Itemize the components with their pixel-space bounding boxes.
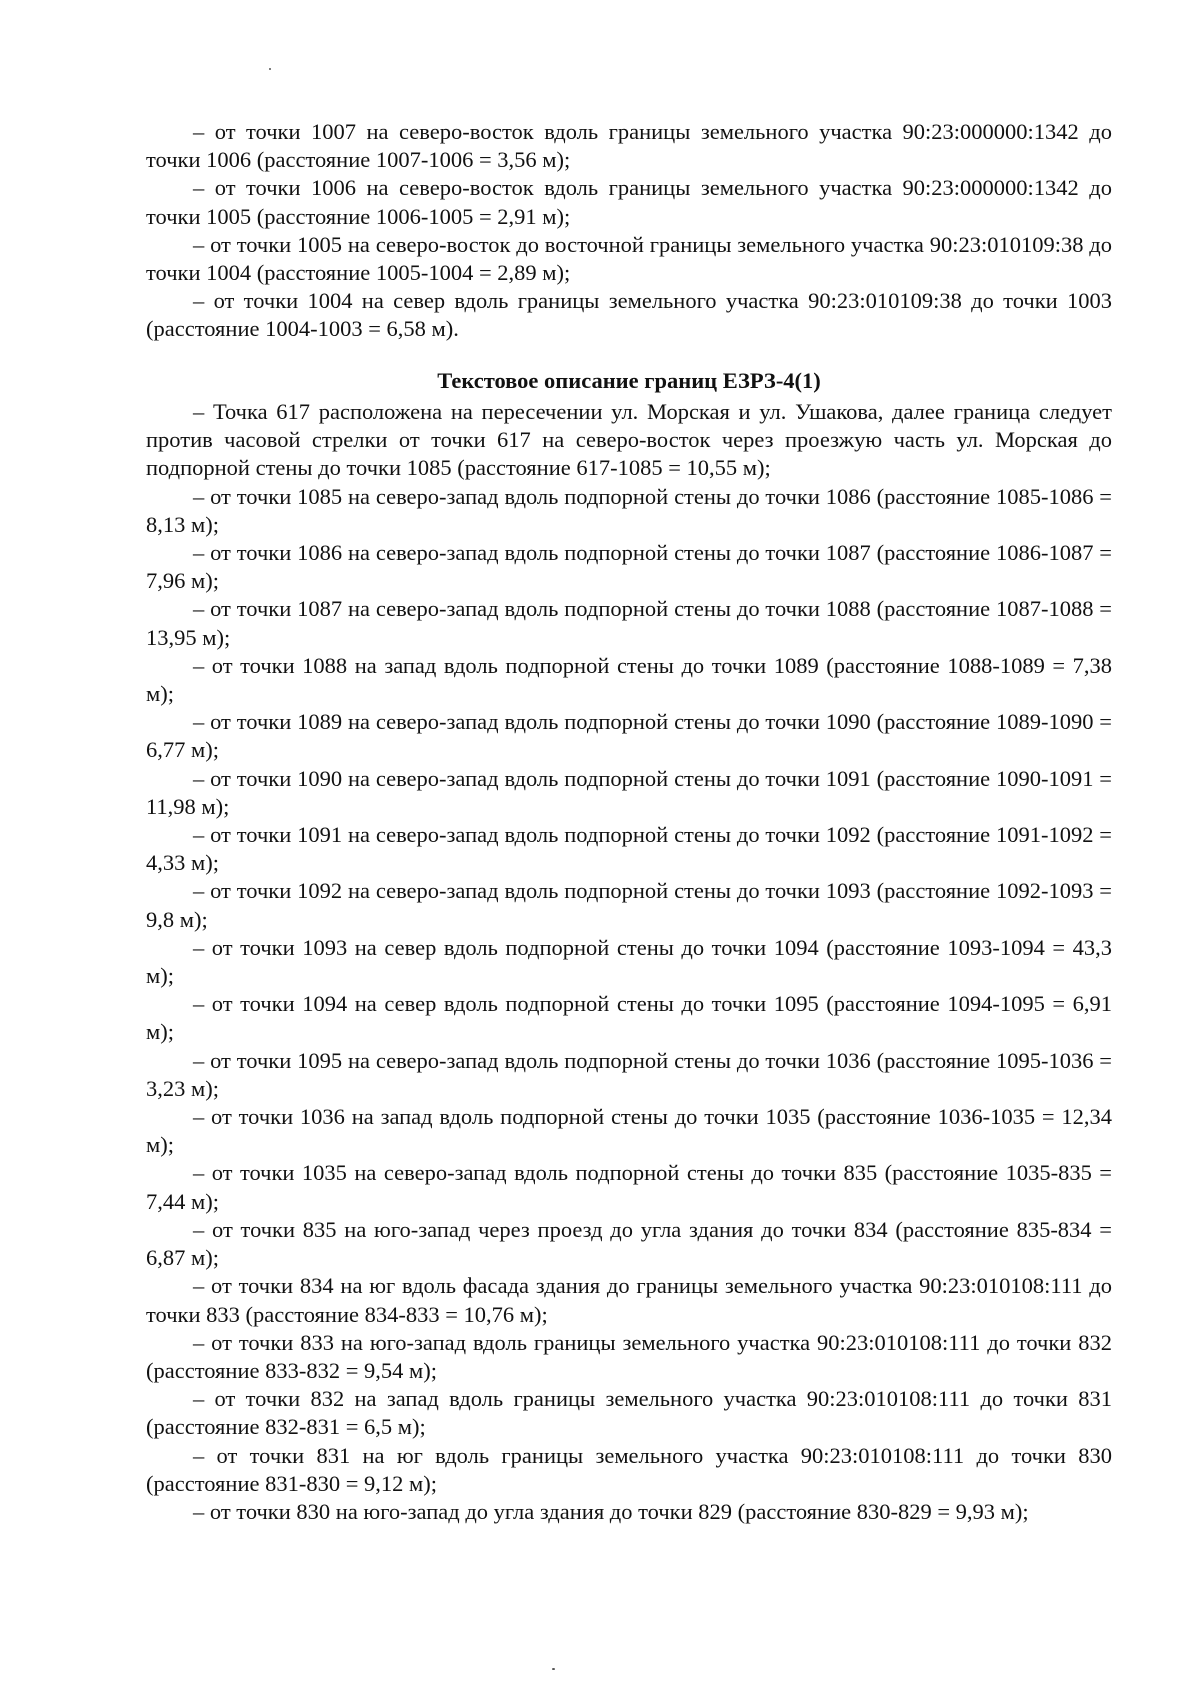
boundary-segment: – от точки 1004 на север вдоль границы земельного участка 90:23:010109:38 до точки 1003 (расстояние 1004-1003 = 6,58 м).	[146, 288, 1112, 342]
boundary-segment: – от точки 1086 на северо-запад вдоль подпорной стены до точки 1087 (расстояние 1086-1087 = 7,96 м);	[146, 540, 1112, 594]
boundary-segment: – от точки 1006 на северо-восток вдоль границы земельного участка 90:23:000000:1342 до точки 1005 (расстояние 1006-1005 = 2,91 м);	[146, 175, 1112, 229]
boundary-description-ezrz	[146, 398, 1112, 1526]
boundary-segment: – от точки 1092 на северо-запад вдоль подпорной стены до точки 1093 (расстояние 1092-1093 = 9,8 м);	[146, 878, 1112, 932]
boundary-segment: – от точки 831 на юг вдоль границы земельного участка 90:23:010108:111 до точки 830 (расстояние 831-830 = 9,12 м);	[146, 1442, 1112, 1496]
scan-speck	[552, 1668, 555, 1670]
boundary-segment: – от точки 1093 на север вдоль подпорной стены до точки 1094 (расстояние 1093-1094 = 43,3 м);	[146, 934, 1112, 989]
boundary-segment: – от точки 1087 на северо-запад вдоль подпорной стены до точки 1088 (расстояние 1087-1088 = 13,95 м);	[146, 596, 1112, 650]
boundary-segment: – от точки 1036 на запад вдоль подпорной стены до точки 1035 (расстояние 1036-1035 = 12,34 м);	[146, 1104, 1112, 1158]
boundary-segment: – от точки 835 на юго-запад через проезд до угла здания до точки 834 (расстояние 835-834 = 6,87 м);	[146, 1216, 1112, 1271]
boundary-segment: – от точки 1094 на север вдоль подпорной стены до точки 1095 (расстояние 1094-1095 = 6,91 м);	[146, 991, 1112, 1045]
boundary-segment: – от точки 1088 на запад вдоль подпорной стены до точки 1089 (расстояние 1088-1089 = 7,38 м);	[146, 652, 1112, 707]
boundary-segment: – от точки 1085 на северо-запад вдоль подпорной стены до точки 1086 (расстояние 1085-1086 = 8,13 м);	[146, 483, 1112, 537]
scan-speck	[269, 68, 271, 70]
boundary-segment: – от точки 1007 на северо-восток вдоль границы земельного участка 90:23:000000:1342 до точки 1006 (расстояние 1007-1006 = 3,56 м);	[146, 119, 1112, 173]
boundary-segment: – от точки 1005 на северо-восток до восточной границы земельного участка 90:23:010109:38 до точки 1004 (расстояние 1005-1004 = 2,89 м);	[146, 231, 1112, 286]
section-heading: Текстовое описание границ ЕЗРЗ-4(1)	[437, 368, 821, 393]
boundary-segment: – от точки 1095 на северо-запад вдоль подпорной стены до точки 1036 (расстояние 1095-1036 = 3,23 м);	[146, 1047, 1112, 1101]
boundary-segment: – от точки 1035 на северо-запад вдоль подпорной стены до точки 835 (расстояние 1035-835 = 7,44 м);	[146, 1160, 1112, 1214]
boundary-segment: – от точки 1091 на северо-запад вдоль подпорной стены до точки 1092 (расстояние 1091-1092 = 4,33 м);	[146, 822, 1112, 876]
boundary-segment: – от точки 830 на юго-запад до угла здания до точки 829 (расстояние 830-829 = 9,93 м);	[193, 1498, 1029, 1524]
boundary-segment: – от точки 833 на юго-запад вдоль границы земельного участка 90:23:010108:111 до точки 832 (расстояние 833-832 = 9,54 м);	[146, 1329, 1112, 1383]
boundary-description-continued	[146, 118, 1112, 344]
boundary-segment: – от точки 1089 на северо-запад вдоль подпорной стены до точки 1090 (расстояние 1089-1090 = 6,77 м);	[146, 709, 1112, 763]
boundary-segment: – от точки 834 на юг вдоль фасада здания до границы земельного участка 90:23:010108:111 до точки 833 (расстояние 834-833 = 10,76 м);	[146, 1273, 1112, 1327]
boundary-segment: – от точки 1090 на северо-запад вдоль подпорной стены до точки 1091 (расстояние 1090-1091 = 11,98 м);	[146, 765, 1112, 819]
boundary-segment: – Точка 617 расположена на пересечении ул. Морская и ул. Ушакова, далее граница следует против часовой стрелки от точки 617 на северо-восток через проезжую часть ул. Морская до подпорной стены до точки 1085 (расстояние 617-1085 = 10,55 м);	[146, 399, 1112, 481]
boundary-segment: – от точки 832 на запад вдоль границы земельного участка 90:23:010108:111 до точки 831 (расстояние 832-831 = 6,5 м);	[146, 1386, 1112, 1440]
